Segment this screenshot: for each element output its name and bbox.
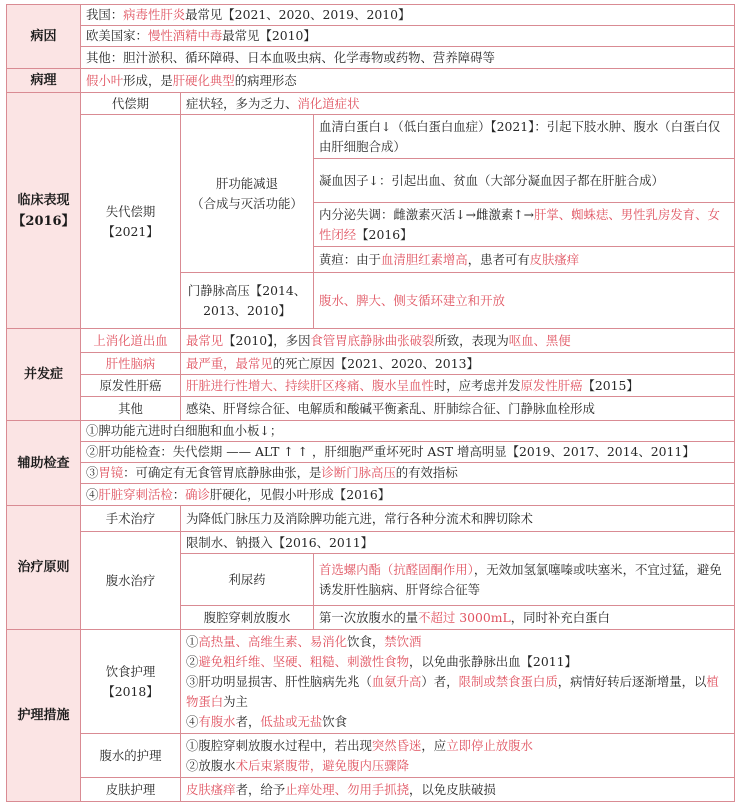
ascites-care-item-2: ②放腹水术后束紧腹带，避免腹内压骤降 — [186, 757, 410, 773]
exam-item-4: ④肝脏穿刺活检：确诊肝硬化，见假小叶形成【2016】 — [81, 484, 735, 506]
diet-item-2: ②避免粗纤维、坚硬、粗糙、刺激性食物，以免曲张静脉出血【2011】 — [186, 653, 577, 669]
diuretic-content: 首选螺内酯（抗醛固酮作用），无效加氢氯噻嗪或呋塞米，不宜过猛，避免诱发肝性脑病、肝肾综合征等 — [314, 554, 735, 606]
cirrhosis-notes-table — [6, 4, 735, 802]
diuretic-label: 利尿药 — [181, 554, 314, 606]
paracentesis-label: 腹腔穿刺放腹水 — [181, 606, 314, 630]
pathology-heading: 病理 — [7, 69, 81, 93]
exam-item-1: ①脾功能亢进时白细胞和血小板↓； — [81, 421, 735, 442]
paracentesis-content: 第一次放腹水的量不超过 3000mL，同时补充白蛋白 — [314, 606, 735, 630]
encephalopathy-content: 最严重，最常见的死亡原因【2021、2020、2013】 — [181, 353, 735, 375]
gi-bleeding-content: 最常见【2010】，多因食管胃底静脉曲张破裂所致，表现为呕血、黑便 — [181, 329, 735, 353]
surgery-content: 为降低门脉压力及消除脾功能亢进，常行各种分流术和脾切除术 — [181, 506, 735, 532]
ascites-care-item-1: ①腹腔穿刺放腹水过程中，若出现突然昏迷，应立即停止放腹水 — [186, 737, 533, 753]
etiology-domestic: 我国：病毒性肝炎最常见【2021、2020、2019、2010】 — [81, 5, 735, 26]
portal-hypertension-label: 门静脉高压【2014、2013、2010】 — [181, 273, 314, 329]
etiology-other: 其他：胆汁淤积、循环障碍、日本血吸虫病、化学毒物或药物、营养障碍等 — [81, 47, 735, 69]
other-complications-label: 其他 — [81, 397, 181, 421]
other-complications-content: 感染、肝肾综合征、电解质和酸碱平衡紊乱、肝肺综合征、门静脉血栓形成 — [181, 397, 735, 421]
skin-care-content: 皮肤瘙痒者，给予止痒处理、勿用手抓挠，以免皮肤破损 — [181, 778, 735, 802]
diet-item-1: ①高热量、高维生素、易消化饮食，禁饮酒 — [186, 633, 422, 649]
decompensated-label: 失代偿期 【2021】 — [81, 115, 181, 329]
etiology-western: 欧美国家：慢性酒精中毒最常见【2010】 — [81, 26, 735, 47]
exam-item-2: ②肝功能检查：失代偿期 —— ALT ↑ ↑ ，肝细胞严重坏死时 AST 增高明显【2019、2017、2014、2011】 — [81, 442, 735, 463]
water-sodium-restriction: 限制水、钠摄入【2016、2011】 — [181, 532, 735, 554]
albumin-content: 血清白蛋白↓（低白蛋白血症）【2021】：引起下肢水肿、腹水（白蛋白仅由肝细胞合成） — [314, 115, 735, 159]
exam-item-3: ③胃镜：可确定有无食管胃底静脉曲张，是诊断门脉高压的有效指标 — [81, 463, 735, 484]
ascites-care-label: 腹水的护理 — [81, 734, 181, 778]
clinical-heading: 临床表现 【2016】 — [7, 93, 81, 329]
treatment-heading: 治疗原则 — [7, 506, 81, 630]
jaundice-content: 黄疸：由于血清胆红素增高，患者可有皮肤瘙痒 — [314, 247, 735, 273]
etiology-heading: 病因 — [7, 5, 81, 69]
diet-care-content — [181, 630, 735, 734]
liver-dysfunction-label: 肝功能减退 （合成与灭活功能） — [181, 115, 314, 273]
compensated-content: 症状轻，多为乏力、消化道症状 — [181, 93, 735, 115]
liver-cancer-content: 肝脏进行性增大、持续肝区疼痛、腹水呈血性时，应考虑并发原发性肝癌【2015】 — [181, 375, 735, 397]
diet-item-4: ④有腹水者，低盐或无盐饮食 — [186, 714, 348, 730]
pathology-content: 假小叶形成，是肝硬化典型的病理形态 — [81, 69, 735, 93]
diet-item-3: ③肝功明显损害、肝性脑病先兆（血氨升高）者，限制或禁食蛋白质，病情好转后逐渐增量，以植物蛋白为主 — [186, 673, 719, 710]
diet-care-label: 饮食护理 【2018】 — [81, 630, 181, 734]
compensated-label: 代偿期 — [81, 93, 181, 115]
encephalopathy-label: 肝性脑病 — [81, 353, 181, 375]
skin-care-label: 皮肤护理 — [81, 778, 181, 802]
coagulation-content: 凝血因子↓：引起出血、贫血（大部分凝血因子都在肝脏合成） — [314, 159, 735, 203]
endocrine-content: 内分泌失调：雌激素灭活↓→雌激素↑→肝掌、蜘蛛痣、男性乳房发育、女性闭经【2016】 — [314, 203, 735, 247]
ascites-care-content — [181, 734, 735, 778]
gi-bleeding-label: 上消化道出血 — [81, 329, 181, 353]
ascites-treatment-label: 腹水治疗 — [81, 532, 181, 630]
nursing-heading: 护理措施 — [7, 630, 81, 802]
liver-cancer-label: 原发性肝癌 — [81, 375, 181, 397]
complications-heading: 并发症 — [7, 329, 81, 421]
portal-hypertension-content: 腹水、脾大、侧支循环建立和开放 — [314, 273, 735, 329]
exams-heading: 辅助检查 — [7, 421, 81, 506]
surgery-label: 手术治疗 — [81, 506, 181, 532]
